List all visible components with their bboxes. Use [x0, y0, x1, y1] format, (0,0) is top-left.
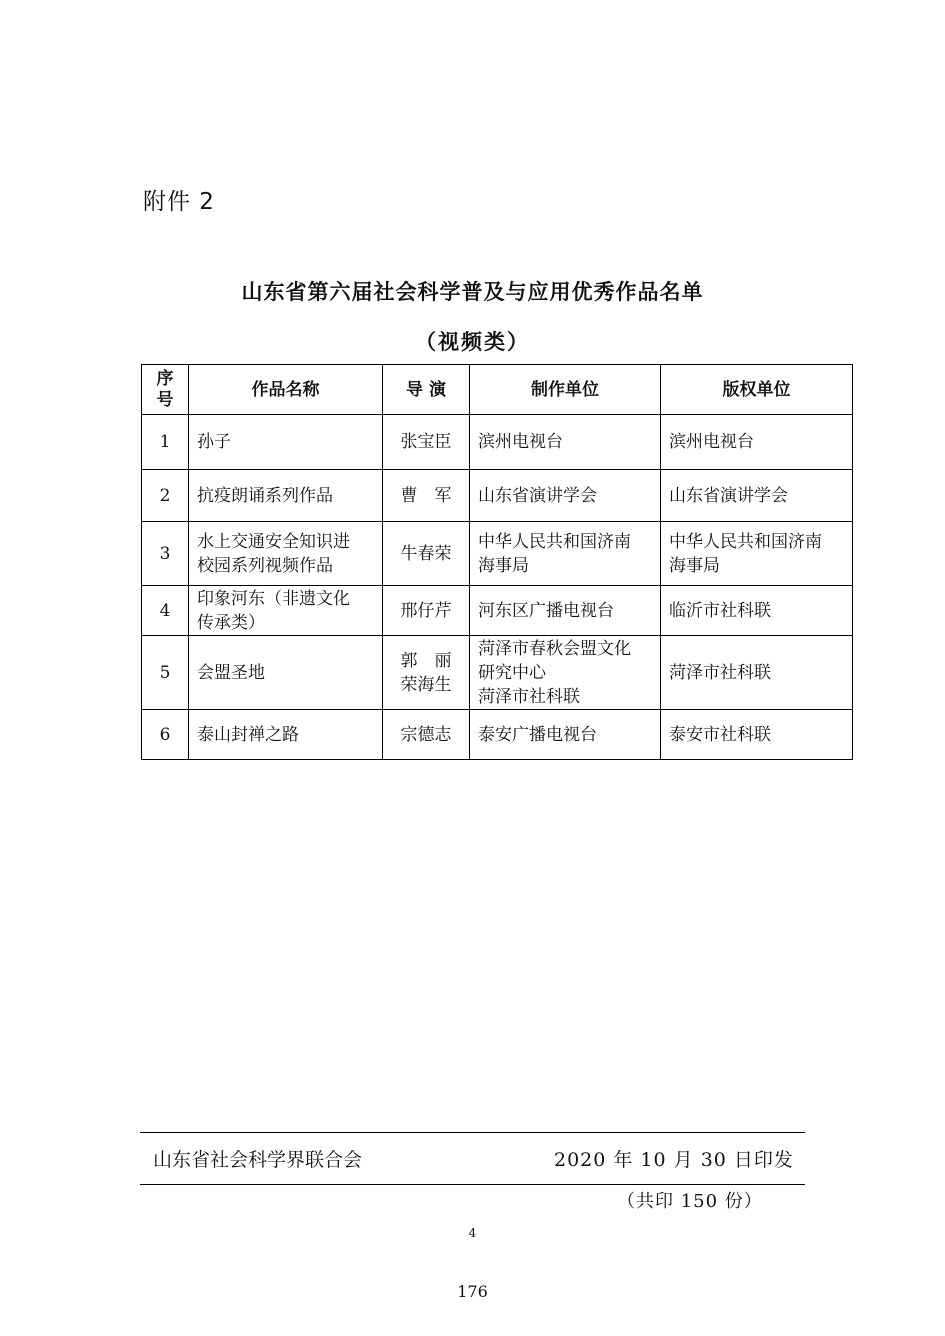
- footer-top-rule: [140, 1132, 805, 1133]
- table-row: [142, 710, 853, 760]
- issue-date: 2020 年 10 月 30 日印发: [554, 1149, 794, 1171]
- cell-producer: 河东区广播电视台: [470, 586, 661, 636]
- header-name: 作品名称: [189, 365, 383, 415]
- header-director: 导 演: [383, 365, 470, 415]
- cell-copyright: 泰安市社科联: [661, 710, 853, 760]
- cell-seq: 6: [142, 710, 189, 760]
- cell-name: 抗疫朗诵系列作品: [189, 470, 383, 522]
- table-row: [142, 470, 853, 522]
- header-seq: 序 号: [142, 365, 189, 415]
- cell-director: 郭 丽 荣海生: [383, 636, 470, 710]
- cell-director: 邢仔芹: [383, 586, 470, 636]
- cell-name: 泰山封禅之路: [189, 710, 383, 760]
- table-row: [142, 415, 853, 470]
- cell-seq: 5: [142, 636, 189, 710]
- cell-name: 会盟圣地: [189, 636, 383, 710]
- print-copies: （共印 150 份）: [617, 1191, 763, 1212]
- document-subtitle: （视频类）: [415, 330, 530, 354]
- award-list-table: [141, 364, 853, 760]
- document-title: 山东省第六届社会科学普及与应用优秀作品名单: [241, 280, 704, 304]
- page-number: 176: [457, 1282, 488, 1301]
- header-producer: 制作单位: [470, 365, 661, 415]
- cell-name: 水上交通安全知识进 校园系列视频作品: [189, 522, 383, 586]
- cell-producer: 山东省演讲学会: [470, 470, 661, 522]
- cell-director: 曹 军: [383, 470, 470, 522]
- header-copyright: 版权单位: [661, 365, 853, 415]
- issuer-name: 山东省社会科学界联合会: [153, 1149, 363, 1171]
- cell-director: 宗德志: [383, 710, 470, 760]
- table-header-row: [142, 365, 853, 415]
- cell-copyright: 山东省演讲学会: [661, 470, 853, 522]
- inner-page-number: 4: [468, 1226, 477, 1240]
- cell-director: 牛春荣: [383, 522, 470, 586]
- attachment-label: 附件 2: [143, 189, 215, 215]
- cell-seq: 3: [142, 522, 189, 586]
- cell-seq: 4: [142, 586, 189, 636]
- footer-bottom-rule: [140, 1184, 805, 1185]
- cell-copyright: 临沂市社科联: [661, 586, 853, 636]
- cell-producer: 滨州电视台: [470, 415, 661, 470]
- table-row: [142, 636, 853, 710]
- cell-name: 孙子: [189, 415, 383, 470]
- cell-producer: 中华人民共和国济南 海事局: [470, 522, 661, 586]
- cell-producer: 泰安广播电视台: [470, 710, 661, 760]
- cell-seq: 1: [142, 415, 189, 470]
- cell-seq: 2: [142, 470, 189, 522]
- cell-producer: 菏泽市春秋会盟文化 研究中心 菏泽市社科联: [470, 636, 661, 710]
- cell-copyright: 中华人民共和国济南 海事局: [661, 522, 853, 586]
- table-row: [142, 586, 853, 636]
- cell-copyright: 菏泽市社科联: [661, 636, 853, 710]
- cell-copyright: 滨州电视台: [661, 415, 853, 470]
- table-row: [142, 522, 853, 586]
- cell-director: 张宝臣: [383, 415, 470, 470]
- cell-name: 印象河东（非遗文化 传承类）: [189, 586, 383, 636]
